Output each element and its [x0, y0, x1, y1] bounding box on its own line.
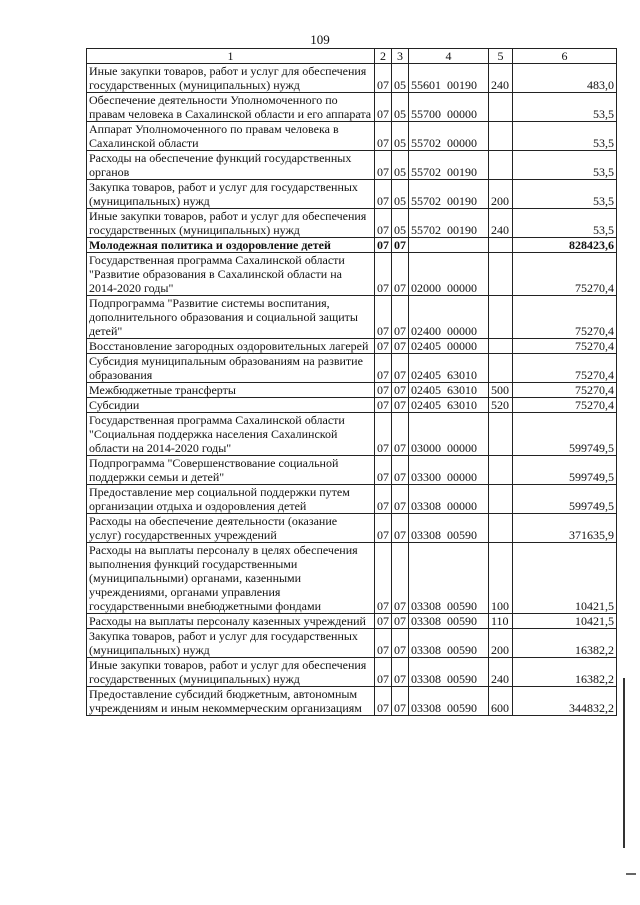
column-header: 1 — [87, 49, 375, 64]
subsection-code: 07 — [392, 398, 409, 413]
subsection-code: 07 — [392, 614, 409, 629]
column-header: 2 — [375, 49, 392, 64]
row-name: Предоставление субсидий бюджетным, автономным учреждениям и иным некоммерческим организациям — [87, 687, 375, 716]
row-name: Подпрограмма "Развитие системы воспитания, дополнительного образования и социальной защиты детей" — [87, 296, 375, 339]
target-item-code: 03308 00590 — [409, 543, 489, 614]
section-code: 07 — [375, 687, 392, 716]
expense-type-code: 600 — [489, 687, 513, 716]
amount: 75270,4 — [513, 296, 617, 339]
margin-line — [623, 678, 625, 848]
row-name: Иные закупки товаров, работ и услуг для обеспечения государственных (муниципальных) нужд — [87, 658, 375, 687]
expense-type-code — [489, 485, 513, 514]
section-code: 07 — [375, 629, 392, 658]
expense-type-code: 520 — [489, 398, 513, 413]
target-item-code: 55702 00190 — [409, 151, 489, 180]
row-name: Аппарат Уполномоченного по правам человека в Сахалинской области — [87, 122, 375, 151]
expense-type-code — [489, 339, 513, 354]
section-code: 07 — [375, 151, 392, 180]
subsection-code: 07 — [392, 238, 409, 253]
row-name: Молодежная политика и оздоровление детей — [87, 238, 375, 253]
section-code: 07 — [375, 354, 392, 383]
amount: 371635,9 — [513, 514, 617, 543]
amount: 75270,4 — [513, 398, 617, 413]
target-item-code: 03308 00590 — [409, 658, 489, 687]
subsection-code: 07 — [392, 253, 409, 296]
row-name: Закупка товаров, работ и услуг для государственных (муниципальных) нужд — [87, 180, 375, 209]
row-name: Государственная программа Сахалинской области "Развитие образования в Сахалинской области на 2014-2020 годы" — [87, 253, 375, 296]
expense-type-code — [489, 93, 513, 122]
amount: 344832,2 — [513, 687, 617, 716]
expense-type-code: 240 — [489, 209, 513, 238]
table-row — [87, 339, 617, 354]
expense-type-code — [489, 514, 513, 543]
table-row — [87, 614, 617, 629]
amount: 75270,4 — [513, 383, 617, 398]
row-name: Предоставление мер социальной поддержки путем организации отдыха и оздоровления детей — [87, 485, 375, 514]
header-row — [87, 49, 617, 64]
subsection-code: 07 — [392, 339, 409, 354]
row-name: Государственная программа Сахалинской области "Социальная поддержка населения Сахалинской области на 2014-2020 годы" — [87, 413, 375, 456]
amount: 75270,4 — [513, 339, 617, 354]
row-name: Восстановление загородных оздоровительных лагерей — [87, 339, 375, 354]
column-header: 6 — [513, 49, 617, 64]
subsection-code: 07 — [392, 658, 409, 687]
table-row — [87, 514, 617, 543]
amount: 483,0 — [513, 64, 617, 93]
section-code: 07 — [375, 122, 392, 151]
table-row — [87, 180, 617, 209]
subsection-code: 07 — [392, 543, 409, 614]
row-name: Межбюджетные трансферты — [87, 383, 375, 398]
table-body — [87, 64, 617, 716]
column-header: 5 — [489, 49, 513, 64]
target-item-code: 03000 00000 — [409, 413, 489, 456]
section-code: 07 — [375, 658, 392, 687]
table-row — [87, 151, 617, 180]
expense-type-code: 240 — [489, 658, 513, 687]
section-code: 07 — [375, 485, 392, 514]
row-name: Иные закупки товаров, работ и услуг для обеспечения государственных (муниципальных) нужд — [87, 209, 375, 238]
subsection-code: 07 — [392, 687, 409, 716]
section-code: 07 — [375, 456, 392, 485]
amount: 599749,5 — [513, 485, 617, 514]
target-item-code — [409, 238, 489, 253]
column-header: 3 — [392, 49, 409, 64]
column-header: 4 — [409, 49, 489, 64]
subsection-code: 07 — [392, 296, 409, 339]
amount: 10421,5 — [513, 614, 617, 629]
subsection-code: 07 — [392, 514, 409, 543]
row-name: Субсидия муниципальным образованиям на развитие образования — [87, 354, 375, 383]
expense-type-code: 100 — [489, 543, 513, 614]
section-code: 07 — [375, 253, 392, 296]
subsection-code: 05 — [392, 180, 409, 209]
budget-table — [86, 48, 617, 716]
subsection-code: 07 — [392, 629, 409, 658]
table-row — [87, 413, 617, 456]
table-row — [87, 354, 617, 383]
amount: 53,5 — [513, 93, 617, 122]
amount: 53,5 — [513, 180, 617, 209]
target-item-code: 02405 63010 — [409, 398, 489, 413]
expense-type-code — [489, 354, 513, 383]
target-item-code: 03308 00590 — [409, 629, 489, 658]
target-item-code: 03308 00590 — [409, 514, 489, 543]
target-item-code: 02405 63010 — [409, 354, 489, 383]
subsection-code: 05 — [392, 64, 409, 93]
row-name: Подпрограмма "Совершенствование социальной поддержки семьи и детей" — [87, 456, 375, 485]
expense-type-code — [489, 296, 513, 339]
table-row — [87, 658, 617, 687]
amount: 53,5 — [513, 209, 617, 238]
target-item-code: 03300 00000 — [409, 456, 489, 485]
row-name: Обеспечение деятельности Уполномоченного по правам человека в Сахалинской области и его аппарата — [87, 93, 375, 122]
section-code: 07 — [375, 209, 392, 238]
table-row — [87, 253, 617, 296]
expense-type-code: 500 — [489, 383, 513, 398]
edge-mark — [626, 873, 636, 875]
subsection-code: 05 — [392, 122, 409, 151]
row-name: Расходы на выплаты персоналу в целях обеспечения выполнения функций государственными (муниципальными) органами, казенными учреждениями, органами управления государственными внебюджетными фондами — [87, 543, 375, 614]
section-code: 07 — [375, 413, 392, 456]
section-code: 07 — [375, 614, 392, 629]
section-code: 07 — [375, 398, 392, 413]
table-row — [87, 296, 617, 339]
amount: 10421,5 — [513, 543, 617, 614]
table-row — [87, 687, 617, 716]
expense-type-code — [489, 413, 513, 456]
table-row — [87, 238, 617, 253]
row-name: Расходы на выплаты персоналу казенных учреждений — [87, 614, 375, 629]
target-item-code: 55601 00190 — [409, 64, 489, 93]
table-row — [87, 122, 617, 151]
amount: 16382,2 — [513, 658, 617, 687]
section-code: 07 — [375, 64, 392, 93]
table-row — [87, 93, 617, 122]
target-item-code: 02405 00000 — [409, 339, 489, 354]
expense-type-code — [489, 238, 513, 253]
amount: 828423,6 — [513, 238, 617, 253]
section-code: 07 — [375, 543, 392, 614]
amount: 75270,4 — [513, 253, 617, 296]
expense-type-code: 110 — [489, 614, 513, 629]
row-name: Иные закупки товаров, работ и услуг для обеспечения государственных (муниципальных) нужд — [87, 64, 375, 93]
table-row — [87, 456, 617, 485]
section-code: 07 — [375, 238, 392, 253]
target-item-code: 55702 00000 — [409, 122, 489, 151]
section-code: 07 — [375, 383, 392, 398]
target-item-code: 02000 00000 — [409, 253, 489, 296]
table-row — [87, 383, 617, 398]
section-code: 07 — [375, 339, 392, 354]
subsection-code: 05 — [392, 209, 409, 238]
target-item-code: 03308 00000 — [409, 485, 489, 514]
row-name: Расходы на обеспечение деятельности (оказание услуг) государственных учреждений — [87, 514, 375, 543]
row-name: Закупка товаров, работ и услуг для государственных (муниципальных) нужд — [87, 629, 375, 658]
subsection-code: 07 — [392, 354, 409, 383]
subsection-code: 07 — [392, 383, 409, 398]
amount: 75270,4 — [513, 354, 617, 383]
target-item-code: 03308 00590 — [409, 614, 489, 629]
expense-type-code: 200 — [489, 629, 513, 658]
section-code: 07 — [375, 93, 392, 122]
expense-type-code — [489, 151, 513, 180]
target-item-code: 55702 00190 — [409, 180, 489, 209]
target-item-code: 55700 00000 — [409, 93, 489, 122]
table-row — [87, 398, 617, 413]
page-number: 109 — [310, 32, 330, 47]
subsection-code: 05 — [392, 151, 409, 180]
amount: 53,5 — [513, 122, 617, 151]
subsection-code: 07 — [392, 413, 409, 456]
table-row — [87, 543, 617, 614]
section-code: 07 — [375, 514, 392, 543]
subsection-code: 07 — [392, 485, 409, 514]
subsection-code: 05 — [392, 93, 409, 122]
target-item-code: 03308 00590 — [409, 687, 489, 716]
target-item-code: 02400 00000 — [409, 296, 489, 339]
table-row — [87, 209, 617, 238]
target-item-code: 55702 00190 — [409, 209, 489, 238]
amount: 599749,5 — [513, 456, 617, 485]
amount: 599749,5 — [513, 413, 617, 456]
table-row — [87, 629, 617, 658]
subsection-code: 07 — [392, 456, 409, 485]
expense-type-code: 240 — [489, 64, 513, 93]
expense-type-code — [489, 456, 513, 485]
row-name: Расходы на обеспечение функций государственных органов — [87, 151, 375, 180]
section-code: 07 — [375, 296, 392, 339]
table-row — [87, 485, 617, 514]
expense-type-code: 200 — [489, 180, 513, 209]
amount: 53,5 — [513, 151, 617, 180]
expense-type-code — [489, 122, 513, 151]
amount: 16382,2 — [513, 629, 617, 658]
table-row — [87, 64, 617, 93]
section-code: 07 — [375, 180, 392, 209]
target-item-code: 02405 63010 — [409, 383, 489, 398]
row-name: Субсидии — [87, 398, 375, 413]
expense-type-code — [489, 253, 513, 296]
